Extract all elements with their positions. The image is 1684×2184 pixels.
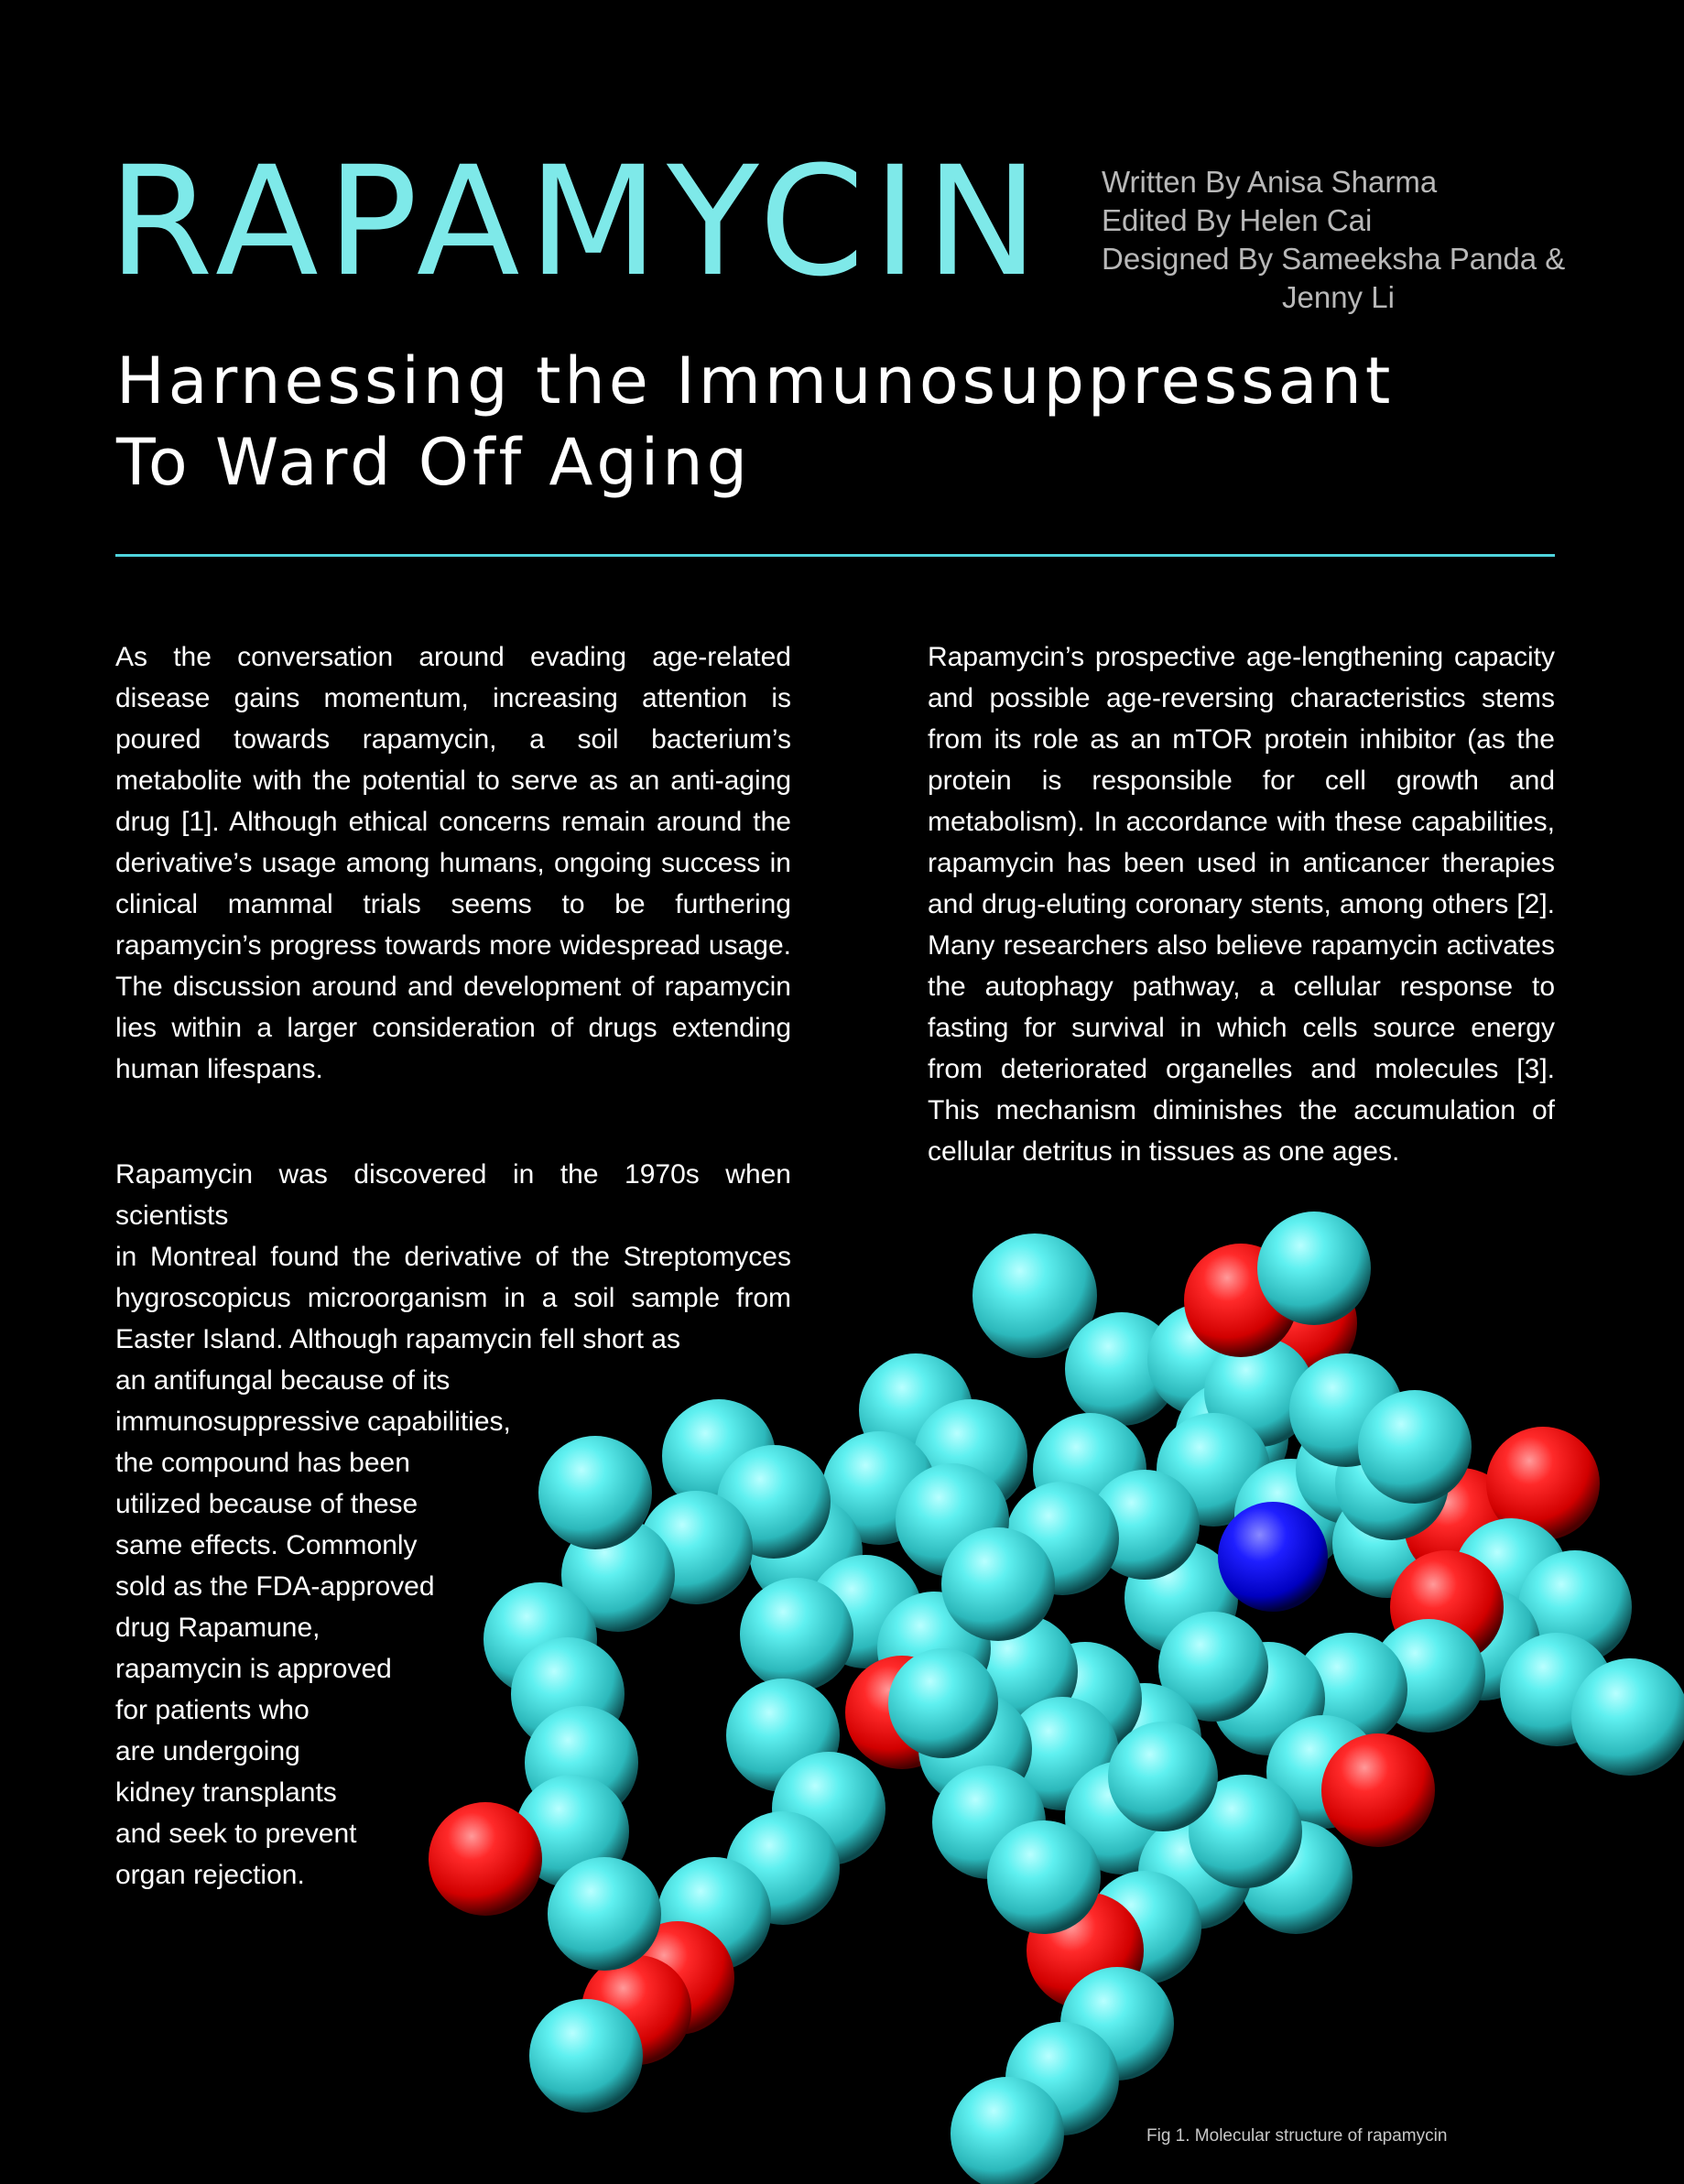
carbon-atom	[1158, 1612, 1268, 1722]
carbon-atom	[1175, 1381, 1288, 1494]
carbon-atom	[1204, 1337, 1314, 1447]
credit-writer: Written By Anisa Sharma	[1102, 165, 1438, 199]
carbon-atom	[1090, 1470, 1200, 1580]
history-line: immunosuppressive capabilities,	[115, 1407, 511, 1437]
carbon-atom	[1266, 1715, 1380, 1829]
carbon-atom	[1124, 1541, 1238, 1655]
carbon-atom	[1372, 1619, 1485, 1733]
carbon-atom	[1211, 1642, 1325, 1755]
paragraph-mechanism: Rapamycin’s prospective age-lengthening capacity and possible age-reversing characteristics stems from its role as an mTOR protein inhibitor (as the protein is responsible for cell growth and metabolism). In accordance with these capabilities, rapamycin has been used in anticancer therapies and drug-eluting coronary stents, among others [2]. Many researchers also believe rapamycin activates the autophagy pathway, a cellular response to fasting for survival in which cells source energy from deteriorated organelles and molecules [3]. This mechanism diminishes the accumulation of cellular detritus in tissues as one ages.	[928, 642, 1555, 1167]
carbon-atom	[987, 1820, 1101, 1934]
carbon-atom	[1088, 1871, 1201, 1984]
credit-designer-cont: Jenny Li	[1282, 280, 1395, 314]
carbon-atom	[877, 1592, 991, 1705]
oxygen-atom	[845, 1656, 959, 1769]
carbon-atom	[941, 1527, 1055, 1641]
carbon-atom	[1294, 1633, 1407, 1746]
nitrogen-atom	[1218, 1502, 1328, 1612]
history-line: in Montreal found the derivative of the Streptomyces	[115, 1242, 791, 1272]
carbon-atom	[1239, 1820, 1353, 1934]
oxygen-atom	[621, 1921, 734, 2035]
article-subtitle	[116, 341, 1581, 504]
history-line: sold as the FDA-approved	[115, 1571, 435, 1602]
history-line: drug Rapamune,	[115, 1613, 321, 1643]
oxygen-atom	[1390, 1550, 1504, 1664]
carbon-atom	[1289, 1353, 1403, 1467]
carbon-atom	[1088, 1683, 1201, 1797]
carbon-atom	[1060, 1967, 1174, 2081]
credit-editor: Edited By Helen Cai	[1102, 203, 1373, 237]
carbon-atom	[1454, 1518, 1568, 1632]
history-line: are undergoing	[115, 1736, 300, 1766]
carbon-atom	[1571, 1658, 1684, 1776]
carbon-atom	[1065, 1312, 1179, 1426]
carbon-atom	[1500, 1633, 1613, 1746]
carbon-atom	[1138, 1816, 1252, 1929]
carbon-atom	[1358, 1390, 1472, 1504]
oxygen-atom	[1321, 1733, 1435, 1847]
carbon-atom	[1234, 1459, 1348, 1572]
carbon-atom	[1147, 1303, 1261, 1417]
history-line: same effects. Commonly	[115, 1530, 418, 1560]
oxygen-atom	[1027, 1892, 1144, 2009]
carbon-atom	[1005, 1697, 1119, 1810]
credits-block	[1102, 163, 1587, 317]
oxygen-atom	[1244, 1266, 1357, 1380]
history-line: kidney transplants	[115, 1777, 337, 1808]
article-title: RAPAMYCIN	[108, 134, 1048, 310]
carbon-atom	[1427, 1587, 1540, 1700]
carbon-atom	[1065, 1761, 1179, 1874]
figure-caption: Fig 1. Molecular structure of rapamycin	[1146, 2126, 1448, 2146]
carbon-atom	[1108, 1722, 1218, 1831]
oxygen-atom	[1184, 1244, 1298, 1357]
history-line: an antifungal because of its	[115, 1365, 451, 1396]
paragraph-intro: As the conversation around evading age-related disease gains momentum, increasing attention is poured towards rapamycin, a soil bacterium’s metabolite with the potential to serve as an anti-aging drug [1]. Although ethical concerns remain around the derivative’s usage among humans, ongoing success in clinical mammal trials seems to be furthering rapamycin’s progress towards more widespread usage. The discussion around and development of rapamycin lies within a larger consideration of drugs extending human lifespans.	[115, 642, 791, 1084]
carbon-atom	[1518, 1550, 1632, 1664]
oxygen-atom	[581, 1955, 691, 2065]
carbon-atom	[1033, 1413, 1146, 1527]
carbon-atom	[896, 1463, 1009, 1577]
carbon-atom	[918, 1692, 1032, 1806]
history-line: Easter Island. Although rapamycin fell short as	[115, 1324, 680, 1354]
carbon-atom	[529, 1999, 643, 2113]
carbon-atom	[822, 1431, 936, 1545]
carbon-atom	[1335, 1427, 1449, 1540]
carbon-atom	[888, 1648, 998, 1758]
carbon-atom	[1189, 1775, 1302, 1888]
history-line: rapamycin is approved	[115, 1654, 392, 1684]
carbon-atom	[932, 1766, 1046, 1879]
history-line: hygroscopicus microorganism in a soil sample from	[115, 1283, 791, 1313]
paragraph-history	[115, 1154, 791, 1896]
history-line: Rapamycin was discovered in the 1970s when scientists	[115, 1159, 791, 1231]
history-line: organ rejection.	[115, 1860, 305, 1890]
carbon-atom	[1005, 2022, 1119, 2135]
history-line: and seek to prevent	[115, 1819, 357, 1849]
carbon-atom	[1028, 1642, 1142, 1755]
carbon-atom	[914, 1399, 1027, 1513]
carbon-atom	[1332, 1488, 1442, 1598]
carbon-atom	[964, 1614, 1078, 1728]
history-line: for patients who	[115, 1695, 310, 1725]
carbon-atom	[1296, 1415, 1406, 1525]
header-divider	[115, 554, 1555, 557]
credit-designer: Designed By Sameeksha Panda &	[1102, 242, 1566, 276]
history-line: the compound has been	[115, 1448, 410, 1478]
carbon-atom	[1257, 1212, 1371, 1325]
oxygen-atom	[1404, 1468, 1517, 1581]
oxygen-atom	[1486, 1427, 1600, 1540]
history-line: utilized because of these	[115, 1489, 418, 1519]
carbon-atom	[972, 1233, 1097, 1358]
subtitle-line-2: To Ward Off Aging	[116, 425, 752, 500]
carbon-atom	[1005, 1482, 1119, 1595]
subtitle-line-1: Harnessing the Immunosuppressant	[116, 343, 1395, 418]
carbon-atom	[1157, 1413, 1270, 1527]
carbon-atom	[951, 2077, 1064, 2184]
carbon-atom	[809, 1555, 922, 1668]
carbon-atom	[859, 1353, 972, 1467]
